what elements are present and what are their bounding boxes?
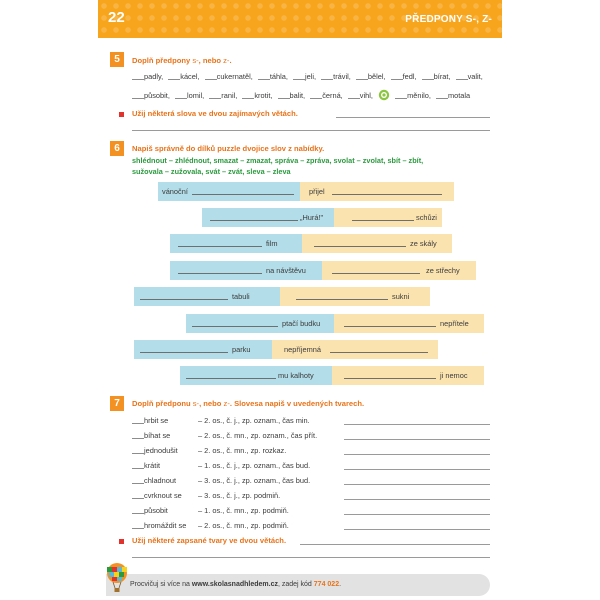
task-7-bullet-text: Užij některé zapsané tvary ve dvou větách. [132,536,287,545]
puzzle-answer-line[interactable] [332,273,420,274]
word: cukernatěl, [216,72,253,81]
instr-text: . Slovesa napiš v uvedených tvarech. [229,399,365,408]
puzzle-answer-line[interactable] [210,220,298,221]
blank-field[interactable] [205,73,217,80]
puzzle-strip [186,314,484,333]
instr-prefix-z: z- [223,56,230,65]
puzzle-strip [158,182,454,201]
word: táhla, [269,72,288,81]
instr-text: Doplň předponu [132,399,193,408]
word: lomil, [186,91,205,100]
puzzle-answer-line[interactable] [344,378,436,379]
blank-field[interactable] [132,507,144,514]
puzzle-left-text: vánoční [162,187,188,196]
answer-line[interactable] [344,454,490,455]
puzzle-right-text: sukni [392,292,410,301]
verb-form: – 2. os., č. j., zp. oznam., čas min. [198,416,310,425]
answer-line[interactable] [344,529,490,530]
task-7-instruction [132,399,364,408]
puzzle-answer-line[interactable] [314,246,406,247]
task-6-instruction: Napiš správně do dílků puzzle dvojice slov z nabídky. [132,144,325,153]
puzzle-answer-line[interactable] [344,326,436,327]
puzzle-answer-line[interactable] [330,352,428,353]
hot-air-balloon-icon [106,562,128,594]
verb-form: – 2. os., č. mn., zp. podmiň. [198,521,289,530]
answer-line[interactable] [336,117,490,118]
verb: jednodušit [144,446,178,455]
blank-field[interactable] [132,492,144,499]
verb: krátit [144,461,161,470]
task-6-options-line-2: sužovala – zužovala, svát – zvát, sleva – zleva [132,167,291,176]
puzzle-piece-left [170,234,302,253]
verb: hrbit se [144,416,169,425]
task-6-number: 6 [110,141,124,156]
word: krotit, [254,91,273,100]
word: motala [447,91,471,100]
word: padly, [144,72,164,81]
puzzle-left-text: film [266,239,278,248]
puzzle-answer-line[interactable] [140,299,228,300]
word: bělel, [367,72,386,81]
instr-prefix-s: s- [192,56,199,65]
verb-form: – 1. os., č. j., zp. oznam., čas bud. [198,461,311,470]
puzzle-answer-line[interactable] [192,194,294,195]
puzzle-right-text: nepříjemná [284,345,321,354]
blank-field[interactable] [436,92,448,99]
blank-field[interactable] [209,92,221,99]
blank-field[interactable] [175,92,187,99]
answer-line[interactable] [344,469,490,470]
blank-field[interactable] [168,73,180,80]
puzzle-left-text: ptačí budku [282,319,321,328]
word: balit, [289,91,306,100]
task-5-row-1 [132,72,483,81]
task-5-number: 5 [110,52,124,67]
verb: působit [144,506,168,515]
instr-text: , nebo [198,56,224,65]
verb: hromáždit se [144,521,187,530]
puzzle-left-text: mu kalhoty [278,371,314,380]
puzzle-piece-left [134,287,280,306]
blank-field[interactable] [278,92,290,99]
website-link[interactable]: www.skolasnadhledem.cz [191,581,278,588]
blank-field[interactable] [132,417,144,424]
puzzle-left-text: na návštěvu [266,266,306,275]
blank-field[interactable] [293,73,305,80]
verb: chladnout [144,476,177,485]
answer-line[interactable] [132,130,490,131]
footer-label: Procvičuj si více na [130,581,192,588]
answer-line[interactable] [344,514,490,515]
instr-prefix-s: s- [192,399,200,408]
word: trávil, [333,72,351,81]
access-code: 774 022 [313,581,340,588]
bullet-square [119,539,124,544]
blank-field[interactable] [321,73,333,80]
answer-line[interactable] [344,484,490,485]
puzzle-answer-line[interactable] [192,326,278,327]
footer-text [130,581,341,588]
puzzle-strip [134,287,430,306]
blank-field[interactable] [132,477,144,484]
puzzle-answer-line[interactable] [186,378,276,379]
puzzle-right-text: nepřítele [440,319,469,328]
blank-field[interactable] [132,73,144,80]
puzzle-piece-left [134,340,272,359]
blank-field[interactable] [132,92,144,99]
puzzle-answer-line[interactable] [352,220,414,221]
answer-line[interactable] [132,557,490,558]
blank-field[interactable] [356,73,368,80]
blank-field[interactable] [348,92,360,99]
blank-field[interactable] [242,92,254,99]
instr-text: , nebo [199,399,224,408]
puzzle-answer-line[interactable] [178,273,262,274]
instr-text: Doplň předpony [132,56,193,65]
puzzle-strip [170,261,476,280]
word: ranil, [221,91,238,100]
blank-field[interactable] [391,73,403,80]
word: bírat, [433,72,451,81]
instr-prefix-z: z- [223,399,230,408]
verb-form: – 2. os., č. mn., zp. oznam., čas přít. [198,431,318,440]
answer-line[interactable] [344,439,490,440]
balloon-icon [378,89,390,101]
puzzle-strip [180,366,484,385]
word: fedl, [402,72,417,81]
blank-field[interactable] [132,447,144,454]
word: kácel, [180,72,200,81]
task-5-row-2 [132,89,470,101]
puzzle-answer-line[interactable] [332,194,442,195]
instr-text: . [229,56,232,65]
blank-field[interactable] [422,73,434,80]
puzzle-left-text: tabuli [232,292,250,301]
blank-field[interactable] [258,73,270,80]
task-6-options-line-1: shlédnout – zhlédnout, smazat – zmazat, správa – zpráva, svolat – zvolat, sbít – zbít, [132,156,424,165]
puzzle-left-text: „Hurá!" [300,213,324,222]
puzzle-answer-line[interactable] [178,246,262,247]
verb-form: – 1. os., č. mn., zp. podmiň. [198,506,289,515]
puzzle-answer-line[interactable] [296,299,388,300]
puzzle-right-text: ji nemoc [440,371,468,380]
verb-form: – 2. os., č. mn., zp. rozkaz. [198,446,287,455]
puzzle-right-text: ze skály [410,239,437,248]
task-5-bullet-text: Užij některá slova ve dvou zajímavých větách. [132,109,298,118]
puzzle-right-text: přijel [309,187,325,196]
answer-line[interactable] [300,544,490,545]
blank-field[interactable] [132,432,144,439]
answer-line[interactable] [344,499,490,500]
page-number: 22 [108,9,125,26]
puzzle-answer-line[interactable] [140,352,228,353]
puzzle-left-text: parku [232,345,251,354]
blank-field[interactable] [456,73,468,80]
puzzle-strip [170,234,452,253]
bullet-square [119,112,124,117]
verb: bíhat se [144,431,171,440]
task-7-number: 7 [110,396,124,411]
verb-form: – 3. os., č. j., zp. podmiň. [198,491,281,500]
blank-field[interactable] [132,522,144,529]
task-5-instruction [132,56,232,65]
word: měnilo, [407,91,431,100]
word: černá, [322,91,343,100]
puzzle-strip [134,340,438,359]
puzzle-right-text: ze střechy [426,266,460,275]
blank-field[interactable] [132,462,144,469]
puzzle-right-text: schůzi [416,213,437,222]
chapter-title: PŘEDPONY S-, Z- [405,14,492,25]
blank-field[interactable] [395,92,407,99]
word: působit, [144,91,170,100]
footer-label: , zadej kód [277,581,314,588]
verb: cvrknout se [144,491,182,500]
word: valit, [467,72,483,81]
blank-field[interactable] [310,92,322,99]
puzzle-strip [202,208,442,227]
word: jeli, [305,72,317,81]
footer-label: . [339,581,342,588]
answer-line[interactable] [344,424,490,425]
verb-form: – 3. os., č. j., zp. oznam., čas bud. [198,476,311,485]
word: vihl, [359,91,373,100]
